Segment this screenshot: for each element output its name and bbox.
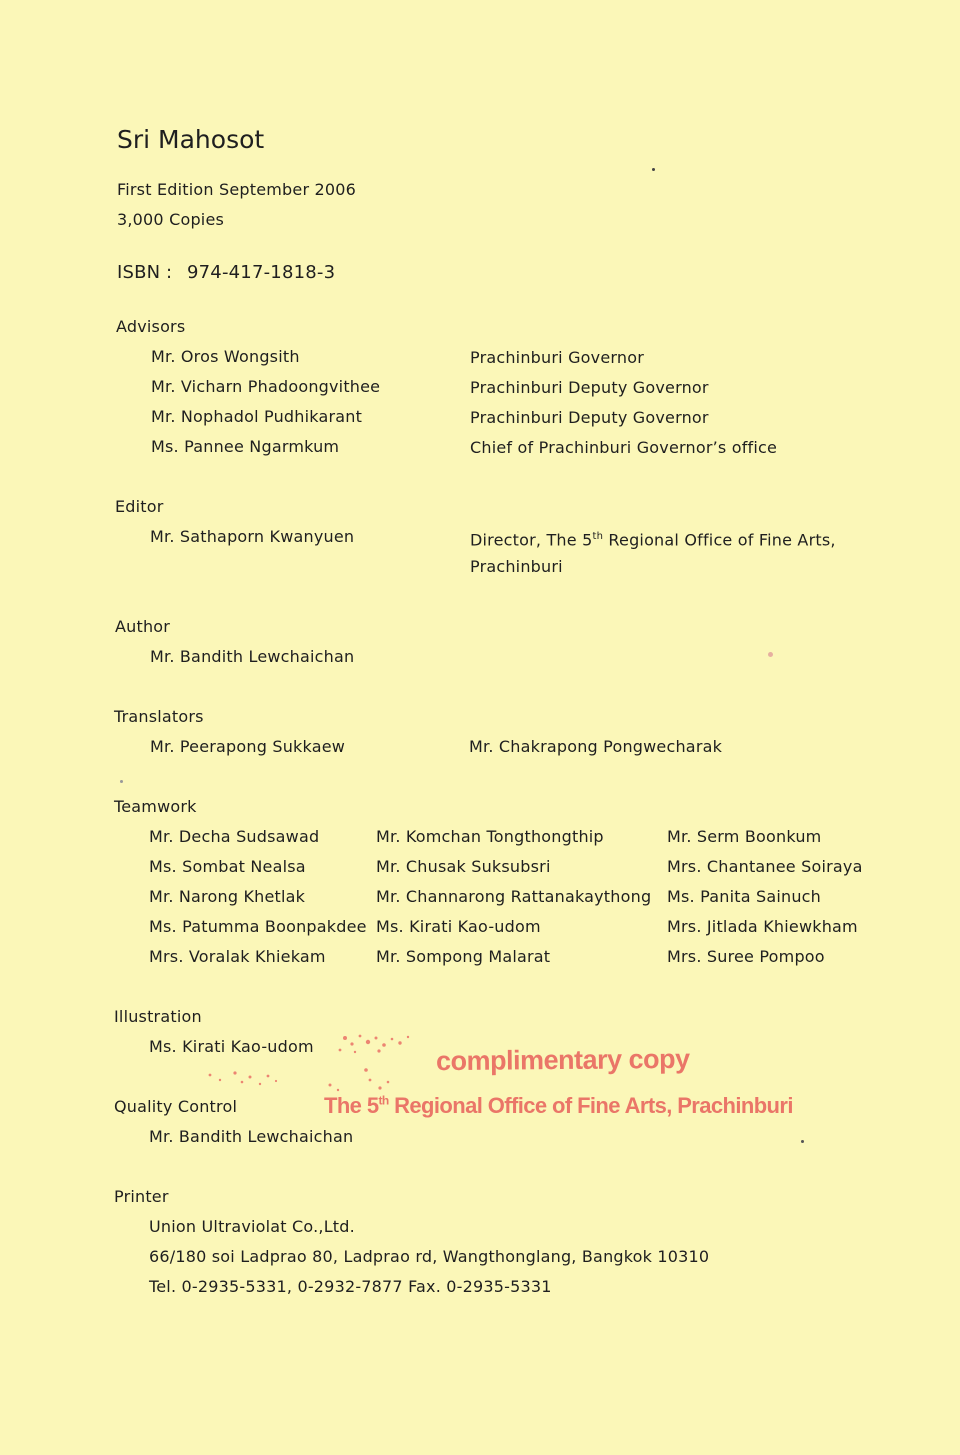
editor-name: Mr. Sathaporn Kwanyuen xyxy=(150,527,355,546)
paper-speck xyxy=(801,1140,804,1143)
printer-company: Union Ultraviolat Co.,Ltd. xyxy=(149,1217,355,1236)
stamp-office-pre: The 5 xyxy=(324,1093,379,1118)
stamp-office-post: Regional Office of Fine Arts, Prachinburi xyxy=(388,1093,793,1118)
printer-phone: Tel. 0-2935-5331, 0-2932-7877 Fax. 0-2935-5331 xyxy=(149,1277,552,1296)
team-member: Mr. Channarong Rattanakaythong xyxy=(376,887,652,906)
editor-role-line2: Prachinburi xyxy=(470,557,563,576)
team-member: Mrs. Suree Pompoo xyxy=(667,947,825,966)
teamwork-heading: Teamwork xyxy=(114,797,197,816)
book-title: Sri Mahosot xyxy=(117,125,265,154)
team-member: Mr. Decha Sudsawad xyxy=(149,827,320,846)
printer-address: 66/180 soi Ladprao 80, Ladprao rd, Wangthonglang, Bangkok 10310 xyxy=(149,1247,710,1266)
paper-speck xyxy=(120,780,123,783)
illustrator-name: Ms. Kirati Kao-udom xyxy=(149,1037,314,1056)
team-member: Ms. Sombat Nealsa xyxy=(149,857,306,876)
editor-role-post: Regional Office of Fine Arts, xyxy=(603,530,836,550)
translator-name: Mr. Peerapong Sukkaew xyxy=(150,737,346,756)
author-heading: Author xyxy=(115,617,171,636)
editor-heading: Editor xyxy=(115,497,164,516)
editor-role-sup: th xyxy=(592,531,604,542)
edition-text: First Edition September 2006 xyxy=(117,180,357,199)
advisor-role: Prachinburi Deputy Governor xyxy=(470,408,709,427)
translator-name: Mr. Chakrapong Pongwecharak xyxy=(469,737,723,756)
quality-control-heading: Quality Control xyxy=(114,1097,238,1116)
editor-role-pre: Director, The 5 xyxy=(470,530,593,550)
isbn-value: 974-417-1818-3 xyxy=(187,262,336,283)
stamp-office-line xyxy=(324,1093,793,1119)
team-member: Mrs. Chantanee Soiraya xyxy=(667,857,863,876)
team-member: Ms. Kirati Kao-udom xyxy=(376,917,541,936)
team-member: Ms. Panita Sainuch xyxy=(667,887,822,906)
author-name: Mr. Bandith Lewchaichan xyxy=(150,647,355,666)
team-member: Ms. Patumma Boonpakdee xyxy=(149,917,367,936)
advisor-role: Prachinburi Governor xyxy=(470,348,644,367)
team-member: Mr. Chusak Suksubsri xyxy=(376,857,551,876)
isbn-label: ISBN xyxy=(117,262,161,283)
illustration-heading: Illustration xyxy=(114,1007,202,1026)
team-member: Mr. Sompong Malarat xyxy=(376,947,551,966)
advisor-role: Chief of Prachinburi Governor’s office xyxy=(470,438,778,457)
team-member: Mr. Narong Khetlak xyxy=(149,887,306,906)
printer-heading: Printer xyxy=(114,1187,169,1206)
advisors-heading: Advisors xyxy=(116,317,186,336)
advisor-name: Mr. Vicharn Phadoongvithee xyxy=(151,377,381,396)
stamp-office-sup: th xyxy=(378,1093,389,1108)
copies-text: 3,000 Copies xyxy=(117,210,225,229)
paper-speck xyxy=(652,168,655,171)
team-member: Mrs. Voralak Khiekam xyxy=(149,947,326,966)
isbn-separator: : xyxy=(166,262,173,283)
advisor-name: Ms. Pannee Ngarmkum xyxy=(151,437,340,456)
team-member: Mr. Serm Boonkum xyxy=(667,827,822,846)
editor-role xyxy=(470,527,836,550)
quality-control-name: Mr. Bandith Lewchaichan xyxy=(149,1127,354,1146)
advisor-role: Prachinburi Deputy Governor xyxy=(470,378,709,397)
advisor-name: Mr. Oros Wongsith xyxy=(151,347,300,366)
translators-heading: Translators xyxy=(114,707,204,726)
stamp-complimentary-copy: complimentary copy xyxy=(435,1043,690,1077)
paper-speck xyxy=(768,652,773,657)
advisor-name: Mr. Nophadol Pudhikarant xyxy=(151,407,363,426)
team-member: Mrs. Jitlada Khiewkham xyxy=(667,917,858,936)
team-member: Mr. Komchan Tongthongthip xyxy=(376,827,604,846)
